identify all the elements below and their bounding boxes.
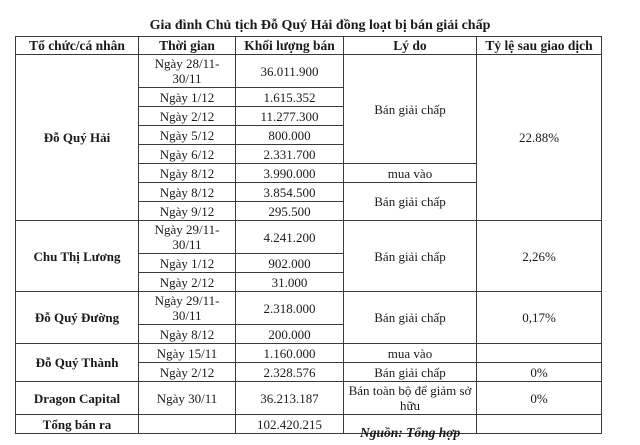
volume-cell: 36.011.900 [236, 55, 344, 88]
table-title: Gia đình Chủ tịch Đỗ Quý Hải đồng loạt bị bán giải chấp [149, 18, 491, 33]
volume-cell: 3.990.000 [236, 164, 344, 183]
time-cell: Ngày 2/12 [139, 273, 236, 292]
source-note: Nguồn: Tổng hợp [360, 425, 461, 440]
time-cell: Ngày 2/12 [139, 363, 236, 382]
ratio-cell [477, 415, 602, 434]
time-cell: Ngày 6/12 [139, 145, 236, 164]
share-sales-table [15, 36, 602, 434]
ratio-value: 22.88% [518, 130, 560, 145]
ratio-cell: 0% [477, 382, 602, 415]
table-row [16, 55, 602, 88]
reason-cell: Bán giải chấp [344, 221, 477, 292]
ratio-cell [477, 344, 602, 363]
ratio-cell: 0% [477, 363, 602, 382]
table-row [16, 382, 602, 415]
reason-cell: Bán giải chấp [344, 55, 477, 164]
holder-name: Chu Thị Lương [16, 221, 139, 292]
time-cell: Ngày 30/11 [139, 382, 236, 415]
reason-cell: mua vào [344, 344, 477, 363]
holder-name: Dragon Capital [16, 382, 139, 415]
time-cell: Ngày 9/12 [139, 202, 236, 221]
time-cell: Ngày 5/12 [139, 126, 236, 145]
time-cell: Ngày 8/12 [139, 183, 236, 202]
time-cell: Ngày 2/12 [139, 107, 236, 126]
ratio-cell: 0,17% [477, 292, 602, 344]
header-organization: Tổ chức/cá nhân [16, 37, 139, 55]
table-row [16, 221, 602, 254]
volume-cell: 1.160.000 [236, 344, 344, 363]
volume-cell: 2.318.000 [236, 292, 344, 325]
reason-cell: mua vào [344, 164, 477, 183]
header-ratio: Tỷ lệ sau giao dịch [477, 37, 602, 55]
header-reason: Lý do [344, 37, 477, 55]
volume-cell: 2.331.700 [236, 145, 344, 164]
volume-cell: 200.000 [236, 325, 344, 344]
time-cell: Ngày 29/11-30/11 [139, 221, 236, 254]
time-cell [139, 415, 236, 434]
volume-cell: 4.241.200 [236, 221, 344, 254]
holder-name: Đỗ Quý Hải [16, 55, 139, 221]
time-cell: Ngày 8/12 [139, 325, 236, 344]
volume-cell: 800.000 [236, 126, 344, 145]
volume-cell: 2.328.576 [236, 363, 344, 382]
table-row [16, 292, 602, 325]
time-cell: Ngày 28/11-30/11 [139, 55, 236, 88]
time-cell: Ngày 8/12 [139, 164, 236, 183]
volume-cell: 295.500 [236, 202, 344, 221]
time-cell: Ngày 1/12 [139, 254, 236, 273]
reason-cell: Bán giải chấp [344, 292, 477, 344]
total-volume: 102.420.215 [236, 415, 344, 434]
volume-cell: 36.213.187 [236, 382, 344, 415]
header-time: Thời gian [139, 37, 236, 55]
total-label: Tổng bán ra [16, 415, 139, 434]
volume-cell: 11.277.300 [236, 107, 344, 126]
reason-cell: Bán giải chấp [344, 183, 477, 221]
time-cell: Ngày 15/11 [139, 344, 236, 363]
holder-name: Đỗ Quý Thành [16, 344, 139, 382]
ratio-cell [477, 55, 602, 221]
ratio-cell: 2,26% [477, 221, 602, 292]
volume-cell: 31.000 [236, 273, 344, 292]
volume-cell: 902.000 [236, 254, 344, 273]
header-volume: Khối lượng bán [236, 37, 344, 55]
time-cell: Ngày 1/12 [139, 88, 236, 107]
volume-cell: 3.854.500 [236, 183, 344, 202]
reason-cell: Bán giải chấp [344, 363, 477, 382]
time-cell: Ngày 29/11-30/11 [139, 292, 236, 325]
volume-cell: 1.615.352 [236, 88, 344, 107]
holder-name: Đỗ Quý Đường [16, 292, 139, 344]
total-row [16, 415, 602, 434]
header-row [16, 37, 602, 55]
reason-cell: Bán toàn bộ để giảm sở hữu [344, 382, 477, 415]
table-row [16, 344, 602, 363]
